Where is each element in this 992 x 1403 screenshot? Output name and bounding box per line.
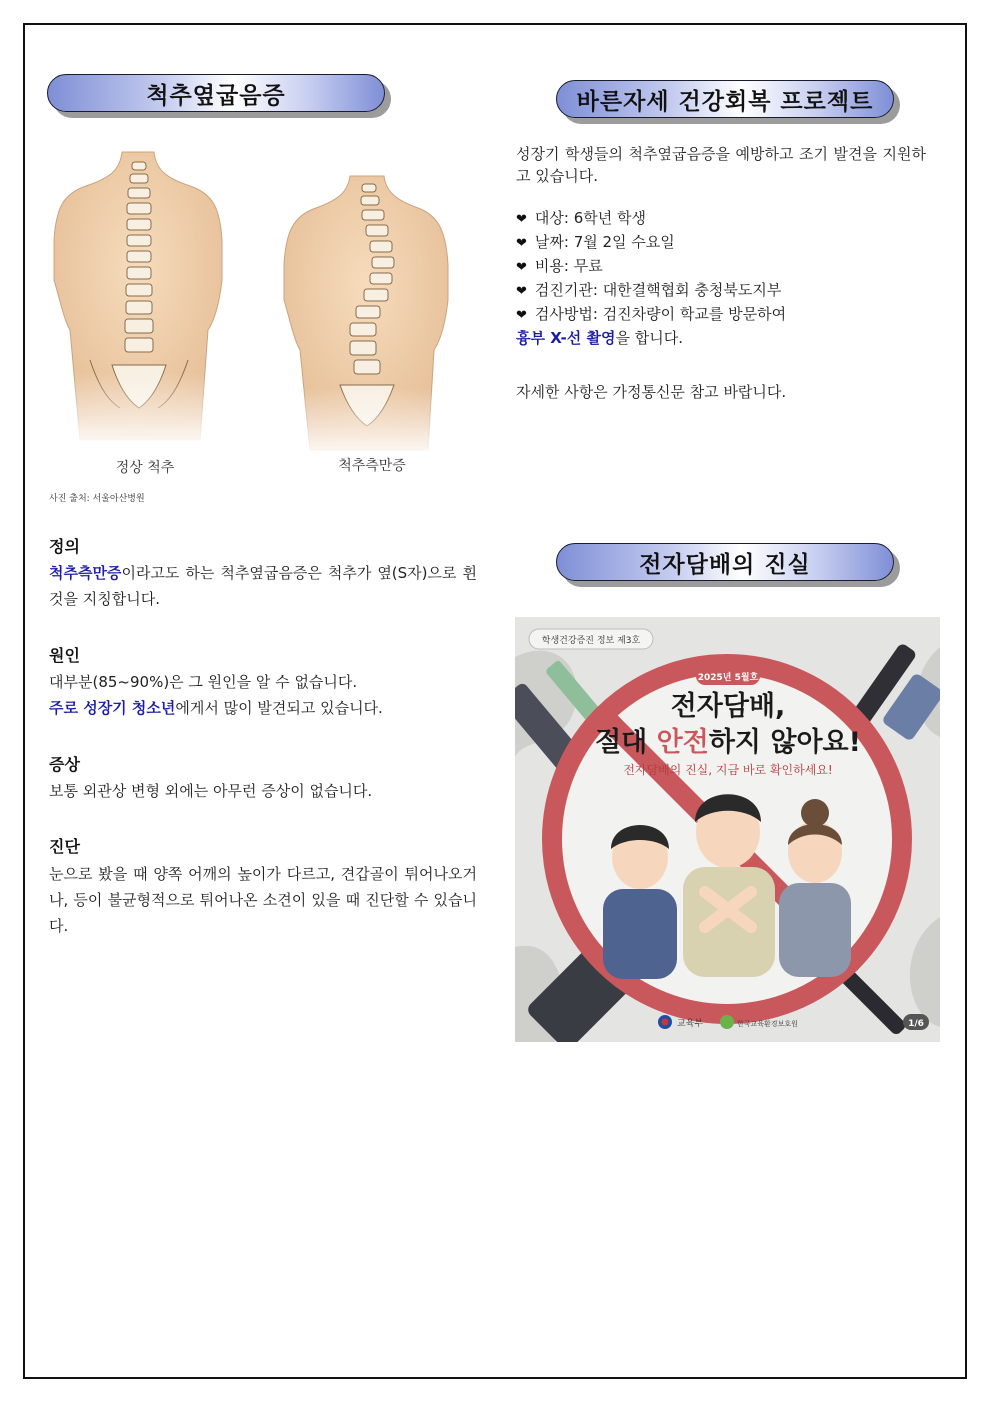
scoliosis-title — [47, 74, 385, 112]
cause-highlight: 주로 성장기 청소년 — [49, 699, 176, 717]
poster-subline: 전자담배의 진실, 지금 바로 확인하세요! — [623, 763, 833, 777]
ecig-title-text: 전자담배의 진실 — [639, 551, 811, 578]
symptom-heading: 증상 — [49, 755, 80, 774]
diagnosis-text: 눈으로 봤을 때 양쪽 어깨의 높이가 다르고, 견갑골이 튀어나오거나, 등이 불균형적으로 튀어나온 소견이 있을 때 진단할 수 있습니다. — [49, 865, 477, 935]
cause-line-2-tail: 에게서 많이 발견되고 있습니다. — [175, 699, 383, 717]
ecig-title — [556, 543, 894, 581]
bullet-institution-text: 검진기관: 대한결핵협회 충청북도지부 — [534, 281, 782, 299]
bullet-date — [516, 231, 926, 255]
poster-headline-2 — [595, 726, 861, 758]
definition-heading: 정의 — [49, 537, 80, 556]
poster-issue: 2025년 5월호 — [697, 673, 759, 683]
poster-org-1: 교육부 — [677, 1019, 704, 1029]
scoliosis-title-text: 척추옆굽음증 — [146, 82, 286, 109]
ecig-poster — [515, 617, 940, 1042]
cause-heading: 원인 — [49, 646, 80, 665]
headline-2-part-b: 안전 — [656, 727, 709, 758]
heart-icon: ❤ — [516, 260, 527, 275]
headline-2-part-c: 하지 않아요! — [708, 727, 861, 758]
poster-series: 학생건강증진 정보 제3호 — [541, 636, 641, 646]
heart-icon: ❤ — [516, 236, 527, 251]
bullet-method-cont — [516, 327, 926, 349]
project-note: 자세한 사항은 가정통신문 참고 바랍니다. — [516, 383, 787, 401]
project-bullet-list — [516, 207, 926, 349]
cause-text — [49, 669, 477, 721]
bullet-cost-text: 비용: 무료 — [534, 257, 603, 275]
posture-project-title — [556, 80, 894, 118]
definition-text — [49, 560, 477, 612]
definition-body: 이라고도 하는 척추옆굽음증은 척추가 옆(S자)으로 휜 것을 지칭합니다. — [49, 564, 477, 608]
bullet-method — [516, 303, 926, 327]
bullet-institution — [516, 279, 926, 303]
scoliosis-back-figure — [278, 170, 458, 460]
image-source-caption: 사진 출처: 서울아산병원 — [49, 494, 145, 504]
method-tail: 을 합니다. — [615, 329, 683, 347]
symptom-text: 보통 외관상 변형 외에는 아무런 증상이 없습니다. — [49, 782, 373, 800]
bullet-target — [516, 207, 926, 231]
bullet-method-text: 검사방법: 검진차량이 학교를 방문하여 — [534, 305, 787, 323]
headline-2-part-a: 절대 — [595, 727, 657, 758]
diagnosis-heading: 진단 — [49, 837, 80, 856]
xray-highlight: 흉부 X-선 촬영 — [516, 329, 616, 347]
spine-illustration — [50, 140, 480, 480]
poster-page-indicator: 1/6 — [908, 1019, 924, 1029]
label-normal-spine: 정상 척추 — [115, 460, 175, 476]
project-intro: 성장기 학생들의 척추옆굽음증을 예방하고 조기 발견을 지원하고 있습니다. — [516, 145, 926, 185]
bullet-target-text: 대상: 6학년 학생 — [534, 209, 646, 227]
heart-icon: ❤ — [516, 284, 527, 299]
heart-icon: ❤ — [516, 308, 527, 323]
heart-icon: ❤ — [516, 212, 527, 227]
posture-project-title-text: 바른자세 건강회복 프로젝트 — [576, 88, 874, 115]
normal-back-figure — [50, 140, 230, 450]
cause-line-1: 대부분(85~90%)은 그 원인을 알 수 없습니다. — [49, 673, 358, 691]
cause-line-2 — [49, 695, 477, 721]
poster-headline-1: 전자담배, — [670, 691, 786, 722]
bullet-date-text: 날짜: 7월 2일 수요일 — [534, 233, 675, 251]
poster-org-2: 한국교육환경보호원 — [737, 1020, 798, 1028]
definition-highlight: 척추측만증 — [49, 564, 122, 582]
label-scoliosis: 척추측만증 — [338, 458, 406, 474]
bullet-cost — [516, 255, 926, 279]
